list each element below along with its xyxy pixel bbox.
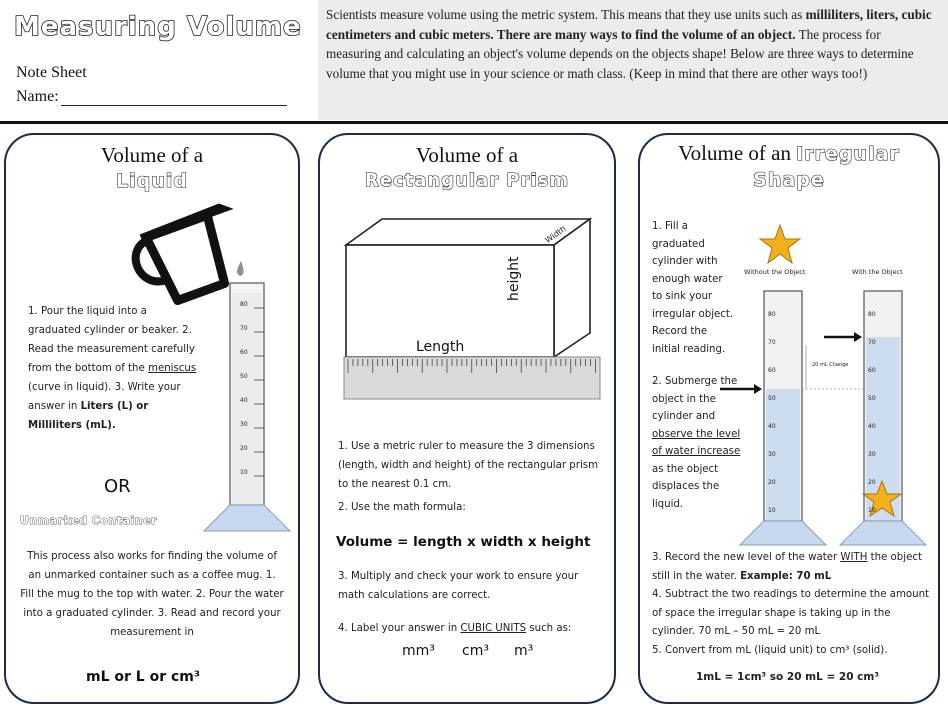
- shape-fancy-title: Shape: [753, 169, 825, 191]
- liquid-final-units: mL or L or cm³: [86, 669, 200, 685]
- prism-step2: 2. Use the math formula:: [338, 502, 466, 513]
- liquid-fancy-title: Liquid: [116, 170, 188, 192]
- cylinder-tick-label: 30: [240, 421, 248, 428]
- cylinder-tick-label: 50: [768, 395, 776, 402]
- irregular-steps-3-5: [652, 549, 932, 660]
- cylinder-tick-label: 10: [240, 469, 248, 476]
- irregular-fancy-inline: Irregular: [796, 143, 900, 165]
- star-icon: [758, 223, 802, 267]
- name-field[interactable]: [16, 88, 287, 106]
- irregular-step5: 5. Convert from mL (liquid unit) to cm³ (solid).: [652, 644, 888, 656]
- cylinder-tick-label: 10: [768, 507, 776, 514]
- unmarked-heading: Unmarked Container: [20, 514, 157, 527]
- cylinders-diagram: [724, 285, 924, 545]
- cubic-units-term: CUBIC UNITS: [460, 623, 527, 634]
- volume-formula: Volume = length x width x height: [336, 534, 591, 550]
- irregular-step3-a: 3. Record the new level of the water: [652, 552, 841, 563]
- cylinder-tick-label: 70: [868, 339, 876, 346]
- cylinder-tick-label: 30: [768, 451, 776, 458]
- page-title: Measuring Volume: [14, 12, 302, 42]
- liquid-step-b: (curve in liquid). 3. Write your answer in: [28, 382, 181, 412]
- unit-cm3: cm³: [462, 643, 489, 659]
- liquid-step-a: 1. Pour the liquid into a graduated cylinder or beaker. 2. Read the measurement carefully from the bottom of the: [28, 306, 195, 374]
- example-value: Example: 70 mL: [740, 570, 832, 582]
- cylinder-tick-label: 20: [240, 445, 248, 452]
- change-label: 20 mL Change: [812, 362, 849, 368]
- observe-term: observe the level of water increase: [652, 428, 741, 457]
- with-term: WITH: [840, 552, 868, 563]
- irregular-step2-b: as the object displaces the liquid.: [652, 463, 720, 510]
- cylinder-tick-label: 30: [868, 451, 876, 458]
- meniscus-term: meniscus: [148, 363, 197, 374]
- liquid-units: Liters (L) or Milliliters (mL).: [28, 401, 149, 431]
- with-object-label: With the Object: [852, 268, 903, 276]
- prism-step1: 1. Use a metric ruler to measure the 3 dimensions (length, width and height) of the rectangular prism to the nearest 0.1 cm.: [338, 441, 599, 490]
- prism-panel: [318, 133, 616, 704]
- irregular-title-text: Volume of an: [678, 141, 791, 165]
- unmarked-text: This process also works for finding the volume of an unmarked container such as a coffee mug. 1. Fill the mug to the top with water. 2. Pour the water into a graduated cylinder. 3. Read and record your measurement in: [20, 551, 284, 638]
- intro-bold: milliliters, liters, cubic centimeters and cubic meters. There are many ways to find the volume of an object.: [326, 7, 932, 42]
- without-object-label: Without the Object: [744, 268, 806, 276]
- prism-step3: 3. Multiply and check your work to ensure your math calculations are correct.: [338, 571, 579, 601]
- cylinder-tick-label: 70: [240, 325, 248, 332]
- liquid-steps: [28, 302, 200, 435]
- note-sheet-label: Note Sheet: [16, 64, 87, 81]
- prism-step4-b: such as:: [526, 623, 572, 634]
- ruler-icon: [344, 357, 600, 401]
- length-label: Length: [416, 339, 465, 355]
- irregular-step4: 4. Subtract the two readings to determine the amount of space the irregular shape is taking up in the cylinder. 70 mL – 50 mL = 20 mL: [652, 589, 930, 637]
- cylinder-tick-label: 20: [868, 479, 876, 486]
- graduated-cylinder-icon: [202, 283, 300, 543]
- cylinder-tick-label: 60: [240, 349, 248, 356]
- irregular-panel: [638, 133, 940, 704]
- cylinder-tick-label: 10: [868, 507, 876, 514]
- header-left: [0, 0, 318, 120]
- intro-paragraph: [318, 0, 948, 120]
- cylinder-tick-label: 50: [240, 373, 248, 380]
- or-label: OR: [104, 476, 131, 497]
- liquid-panel: [4, 133, 300, 704]
- height-label: height: [506, 256, 522, 301]
- liquid-title: Volume of a: [100, 143, 204, 167]
- cylinder-tick-label: 40: [240, 397, 248, 404]
- header-divider: [0, 121, 948, 124]
- prism-step4: [338, 619, 588, 638]
- cylinder-tick-label: 40: [768, 423, 776, 430]
- name-label: Name:: [16, 88, 59, 105]
- intro-text-1: Scientists measure volume using the metric system. This means that they use units such as: [326, 7, 806, 22]
- prism-step4-a: 4. Label your answer in: [338, 623, 461, 634]
- prism-fancy-title: Rectangular Prism: [364, 170, 570, 191]
- width-label: Width: [543, 224, 568, 245]
- cylinder-tick-label: 60: [768, 367, 776, 374]
- cylinder-tick-label: 80: [240, 301, 248, 308]
- irregular-step3-b: the object still in the water.: [652, 552, 922, 582]
- unit-m3: m³: [514, 643, 534, 659]
- intro-text-2: The process for measuring and calculating an object's volume depends on the objects shape! Below are three ways to determine volume that you might use in your science or math class. (Keep in mind that there are other ways too!): [326, 26, 914, 81]
- unit-mm3: mm³: [402, 643, 435, 659]
- irregular-title: [640, 141, 938, 166]
- cylinder-tick-label: 40: [868, 423, 876, 430]
- cylinder-tick-label: 80: [768, 311, 776, 318]
- irregular-step2-a: 2. Submerge the object in the cylinder and: [652, 376, 738, 422]
- cylinder-tick-label: 20: [768, 479, 776, 486]
- conversion-formula: 1mL = 1cm³ so 20 mL = 20 cm³: [696, 671, 879, 683]
- cylinder-tick-label: 70: [768, 339, 776, 346]
- irregular-step1: 1. Fill a graduated cylinder with enough water to sink your irregular object. Record the initial reading.: [652, 221, 734, 355]
- name-blank-line[interactable]: [61, 90, 287, 106]
- cylinder-tick-label: 80: [868, 311, 876, 318]
- cylinder-tick-label: 60: [868, 367, 876, 374]
- prism-title: Volume of a: [415, 143, 519, 167]
- cylinder-tick-label: 50: [868, 395, 876, 402]
